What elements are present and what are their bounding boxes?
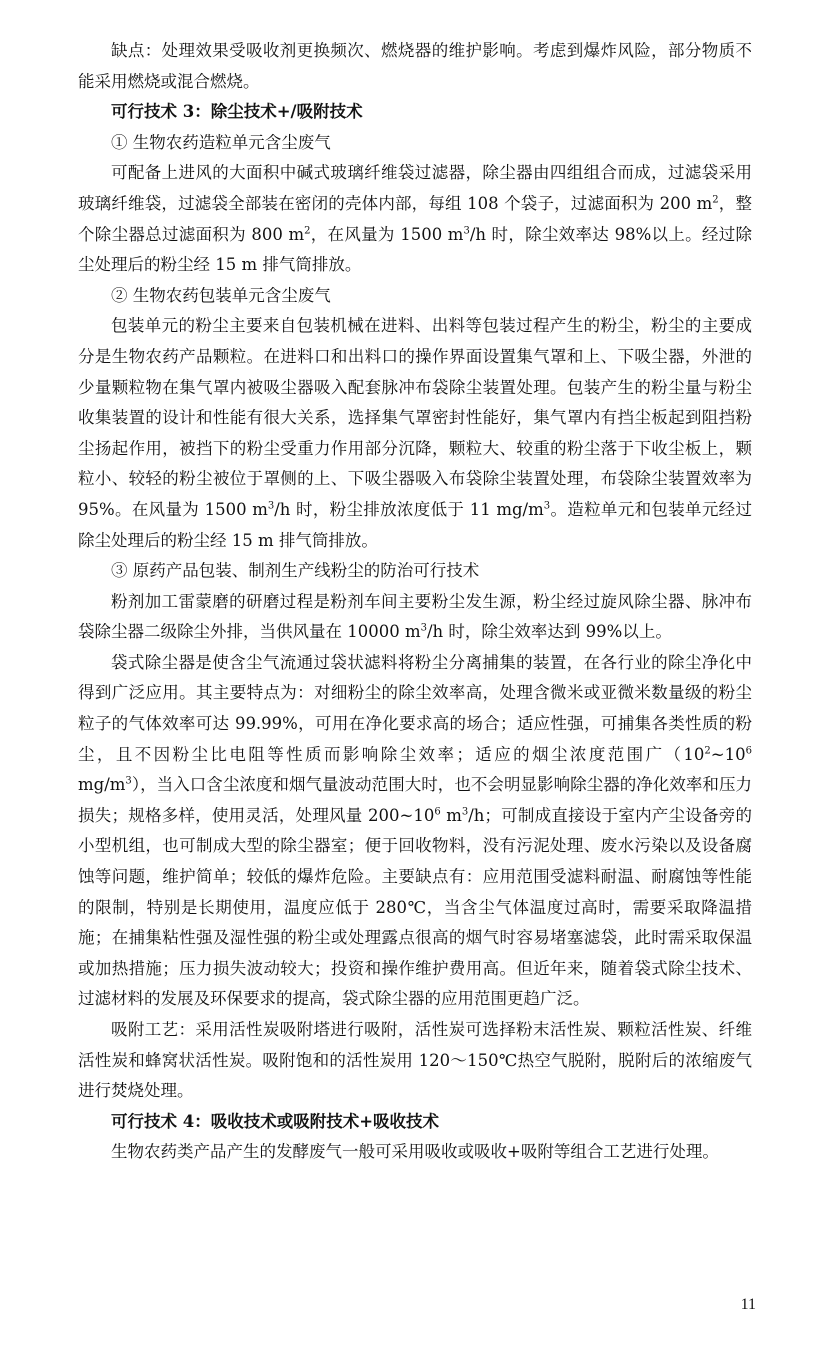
paragraph: 包装单元的粉尘主要来自包装机械在进料、出料等包装过程产生的粉尘，粉尘的主要成分是生物农药产品颗粒。在进料口和出料口的操作界面设置集气罩和上、下吸尘器，外泄的少量颗粒物在集气罩内被吸尘器吸入配套脉冲布袋除尘装置处理。包装产生的粉尘量与粉尘收集装置的设计和性能有很大关系，选择集气罩密封性能好，集气罩内有挡尘板起到阻挡粉尘扬起作用，被挡下的粉尘受重力作用部分沉降，颗粒大、较重的粉尘落于下收尘板上，颗粒小、较轻的粉尘被位于罩侧的上、下吸尘器吸入布袋除尘装置处理，布袋除尘装置效率为 95%。在风量为 1500 $m^3/h$ 时，粉尘排放浓度低于 11 $mg/m^3$。造粒单元和包装单元经过除尘处理后的粉尘经 15 m 排气筒排放。 xyxy=(78,316,752,550)
paragraph: 可配备上进风的大面积中碱式玻璃纤维袋过滤器，除尘器由四组组合而成，过滤袋采用玻璃纤维袋，过滤袋全部装在密闭的壳体内部，每组 108 个袋子，过滤面积为 200 $m^2$，整个除尘器总过滤面积为 800 $m^2$，在风量为 1500 $m^3/h$ 时，除尘效率达 98%以上。经过除尘处理后的粉尘经 15 m 排气筒排放。 xyxy=(78,163,752,275)
paragraph: 生物农药类产品产生的发酵废气一般可采用吸收或吸收+吸附等组合工艺进行处理。 xyxy=(111,1142,719,1162)
paragraph: 袋式除尘器是使含尘气流通过袋状滤料将粉尘分离捕集的装置，在各行业的除尘净化中得到广泛应用。其主要特点为：对细粉尘的除尘效率高，处理含微米或亚微米数量级的粉尘粒子的气体效率可达 99.99%，可用在净化要求高的场合；适应性强，可捕集各类性质的粉尘，且不因粉尘比电阻等性质而影响除尘效率；适应的烟尘浓度范围广（$10^2\sim 10^6$ $mg/m^3$），当入口含尘浓度和烟气量波动范围大时，也不会明显影响除尘器的净化效率和压力损失；规格多样，使用灵活，处理风量 $200\sim 10^6$ $m^3/h$；可制成直接设于室内产尘设备旁的小型机组，也可制成大型的除尘器室；便于回收物料，没有污泥处理、废水污染以及设备腐蚀等问题，维护简单；较低的爆炸危险。主要缺点有：应用范围受滤料耐温、耐腐蚀等性能的限制，特别是长期使用，温度应低于 280℃，当含尘气体温度过高时，需要采取降温措施；在捕集粘性强及湿性强的粉尘或处理露点很高的烟气时容易堵塞滤袋，此时需采取保温或加热措施；压力损失波动较大；投资和操作维护费用高。但近年来，随着袋式除尘技术、过滤材料的发展及环保要求的提高，袋式除尘器的应用范围更趋广泛。 xyxy=(78,652,752,1009)
document-body xyxy=(78,36,752,1168)
numbered-item: ① 生物农药造粒单元含尘废气 xyxy=(111,132,331,152)
paragraph: 吸附工艺：采用活性炭吸附塔进行吸附，活性炭可选择粉末活性炭、颗粒活性炭、纤维活性炭和蜂窝状活性炭。吸附饱和的活性炭用 120～150℃热空气脱附，脱附后的浓缩废气进行焚烧处理。 xyxy=(78,1020,752,1101)
paragraph: 粉剂加工雷蒙磨的研磨过程是粉剂车间主要粉尘发生源，粉尘经过旋风除尘器、脉冲布袋除尘器二级除尘外排，当供风量在 10000 $m^3/h$ 时，除尘效率达到 99%以上。 xyxy=(78,591,752,642)
numbered-item: ③ 原药产品包装、制剂生产线粉尘的防治可行技术 xyxy=(111,561,480,581)
numbered-item: ② 生物农药包装单元含尘废气 xyxy=(111,285,331,305)
page-number: 11 xyxy=(740,1296,756,1313)
section-heading: 可行技术 4：吸收技术或吸附技术+吸收技术 xyxy=(111,1111,440,1131)
section-heading: 可行技术 3：除尘技术+/吸附技术 xyxy=(111,102,363,122)
paragraph: 缺点：处理效果受吸收剂更换频次、燃烧器的维护影响。考虑到爆炸风险，部分物质不能采用燃烧或混合燃烧。 xyxy=(78,41,752,91)
